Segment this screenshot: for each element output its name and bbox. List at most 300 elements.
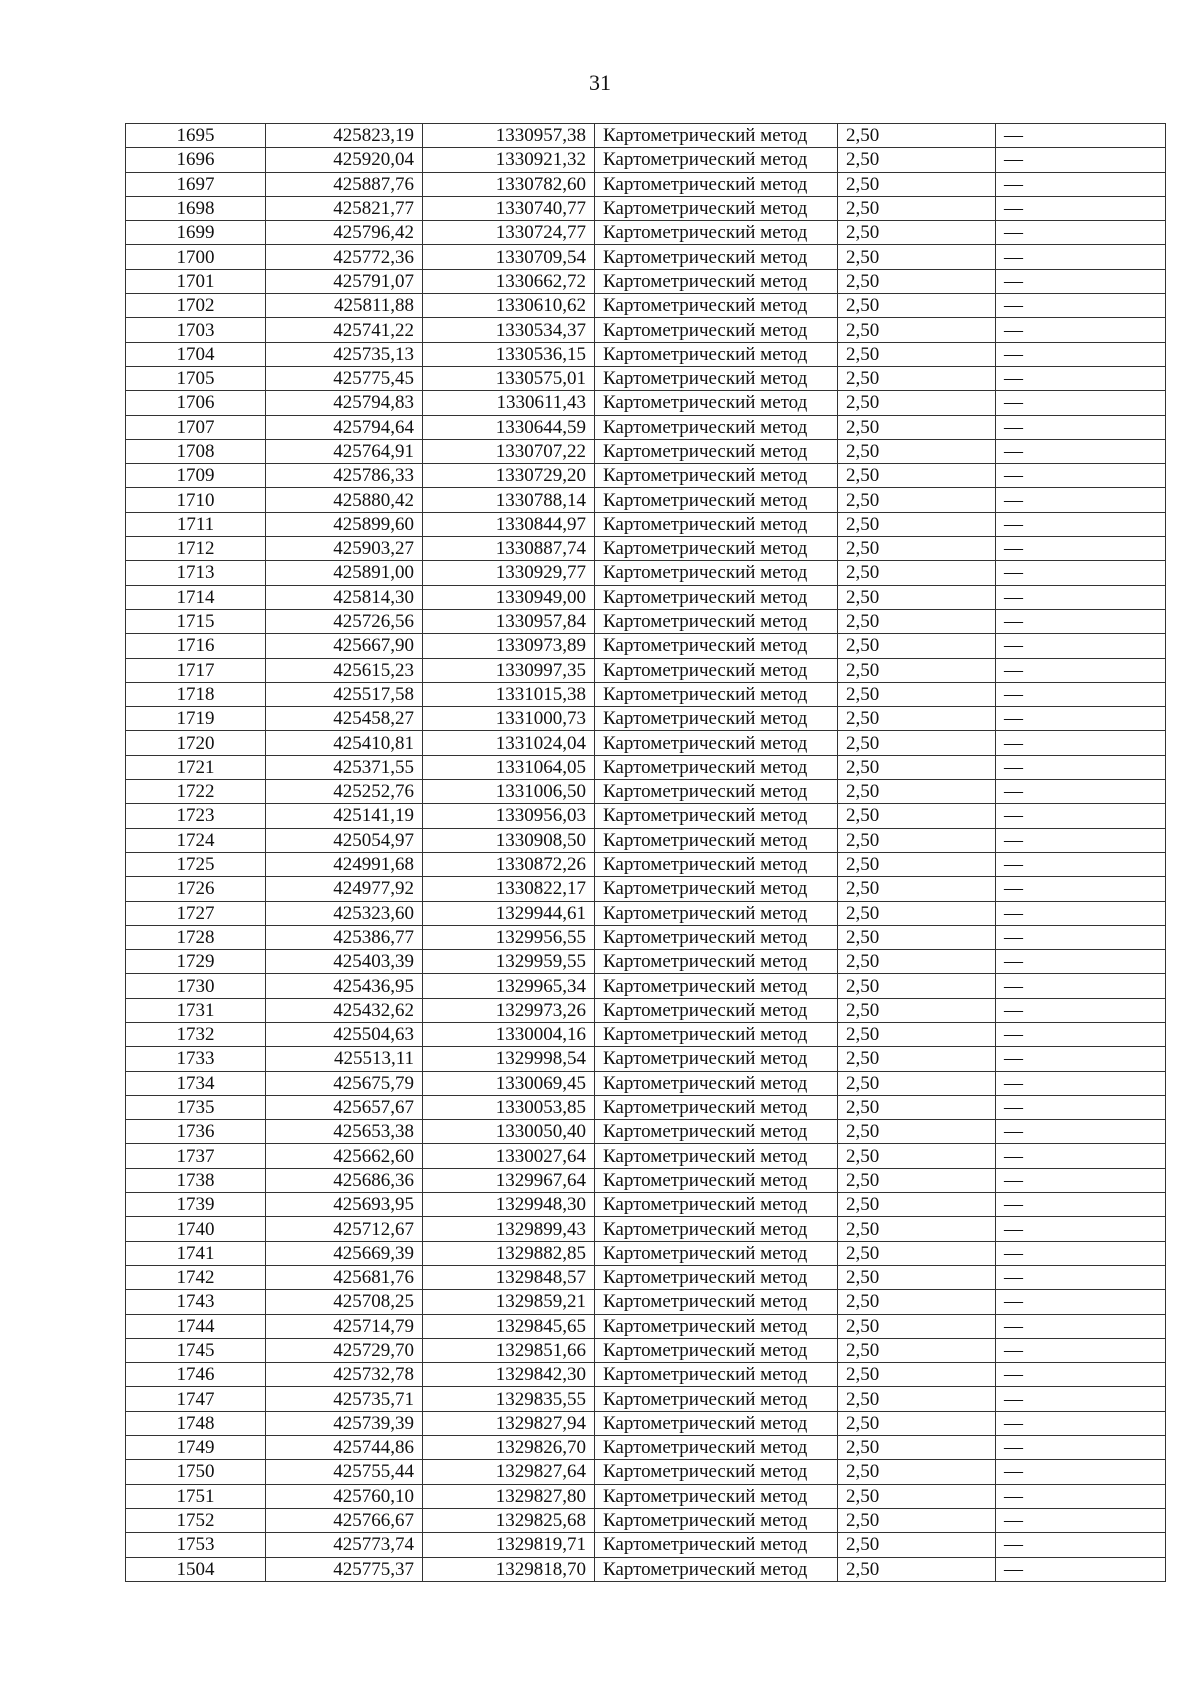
- description-cell: —: [996, 974, 1166, 998]
- x-coordinate-cell: 425741,22: [266, 318, 423, 342]
- point-number-cell: 1728: [126, 925, 266, 949]
- table-row: [126, 950, 1166, 974]
- method-cell: Картометрический метод: [595, 1436, 838, 1460]
- description-cell: —: [996, 1265, 1166, 1289]
- accuracy-cell: 2,50: [838, 585, 996, 609]
- method-cell: Картометрический метод: [595, 488, 838, 512]
- accuracy-cell: 2,50: [838, 877, 996, 901]
- accuracy-cell: 2,50: [838, 1484, 996, 1508]
- y-coordinate-cell: 1329882,85: [423, 1241, 595, 1265]
- y-coordinate-cell: 1330788,14: [423, 488, 595, 512]
- description-cell: —: [996, 1095, 1166, 1119]
- table-row: [126, 366, 1166, 390]
- x-coordinate-cell: 425814,30: [266, 585, 423, 609]
- accuracy-cell: 2,50: [838, 974, 996, 998]
- x-coordinate-cell: 425436,95: [266, 974, 423, 998]
- table-row: [126, 1484, 1166, 1508]
- accuracy-cell: 2,50: [838, 488, 996, 512]
- y-coordinate-cell: 1330740,77: [423, 196, 595, 220]
- point-number-cell: 1704: [126, 342, 266, 366]
- y-coordinate-cell: 1329818,70: [423, 1557, 595, 1581]
- x-coordinate-cell: 425764,91: [266, 439, 423, 463]
- y-coordinate-cell: 1329899,43: [423, 1217, 595, 1241]
- accuracy-cell: 2,50: [838, 1338, 996, 1362]
- accuracy-cell: 2,50: [838, 1314, 996, 1338]
- x-coordinate-cell: 425775,45: [266, 366, 423, 390]
- table-row: [126, 974, 1166, 998]
- method-cell: Картометрический метод: [595, 366, 838, 390]
- point-number-cell: 1708: [126, 439, 266, 463]
- method-cell: Картометрический метод: [595, 1314, 838, 1338]
- y-coordinate-cell: 1329842,30: [423, 1363, 595, 1387]
- y-coordinate-cell: 1329827,64: [423, 1460, 595, 1484]
- point-number-cell: 1748: [126, 1411, 266, 1435]
- x-coordinate-cell: 425744,86: [266, 1436, 423, 1460]
- x-coordinate-cell: 425823,19: [266, 124, 423, 148]
- table-row: [126, 901, 1166, 925]
- x-coordinate-cell: 425772,36: [266, 245, 423, 269]
- method-cell: Картометрический метод: [595, 1071, 838, 1095]
- point-number-cell: 1731: [126, 998, 266, 1022]
- accuracy-cell: 2,50: [838, 415, 996, 439]
- x-coordinate-cell: 425686,36: [266, 1168, 423, 1192]
- y-coordinate-cell: 1330957,38: [423, 124, 595, 148]
- table-row: [126, 294, 1166, 318]
- method-cell: Картометрический метод: [595, 294, 838, 318]
- point-number-cell: 1703: [126, 318, 266, 342]
- point-number-cell: 1734: [126, 1071, 266, 1095]
- accuracy-cell: 2,50: [838, 1071, 996, 1095]
- accuracy-cell: 2,50: [838, 1217, 996, 1241]
- description-cell: —: [996, 1217, 1166, 1241]
- x-coordinate-cell: 425657,67: [266, 1095, 423, 1119]
- point-number-cell: 1745: [126, 1338, 266, 1362]
- method-cell: Картометрический метод: [595, 828, 838, 852]
- y-coordinate-cell: 1330707,22: [423, 439, 595, 463]
- y-coordinate-cell: 1330729,20: [423, 464, 595, 488]
- y-coordinate-cell: 1330611,43: [423, 391, 595, 415]
- method-cell: Картометрический метод: [595, 1144, 838, 1168]
- table-row: [126, 196, 1166, 220]
- point-number-cell: 1735: [126, 1095, 266, 1119]
- accuracy-cell: 2,50: [838, 707, 996, 731]
- accuracy-cell: 2,50: [838, 998, 996, 1022]
- y-coordinate-cell: 1330610,62: [423, 294, 595, 318]
- accuracy-cell: 2,50: [838, 1168, 996, 1192]
- accuracy-cell: 2,50: [838, 658, 996, 682]
- description-cell: —: [996, 682, 1166, 706]
- method-cell: Картометрический метод: [595, 925, 838, 949]
- method-cell: Картометрический метод: [595, 1557, 838, 1581]
- table-row: [126, 124, 1166, 148]
- point-number-cell: 1697: [126, 172, 266, 196]
- accuracy-cell: 2,50: [838, 561, 996, 585]
- point-number-cell: 1699: [126, 221, 266, 245]
- y-coordinate-cell: 1329827,80: [423, 1484, 595, 1508]
- method-cell: Картометрический метод: [595, 1338, 838, 1362]
- accuracy-cell: 2,50: [838, 1241, 996, 1265]
- table-row: [126, 755, 1166, 779]
- table-row: [126, 925, 1166, 949]
- method-cell: Картометрический метод: [595, 1290, 838, 1314]
- description-cell: —: [996, 901, 1166, 925]
- x-coordinate-cell: 425513,11: [266, 1047, 423, 1071]
- x-coordinate-cell: 425773,74: [266, 1533, 423, 1557]
- table-row: [126, 342, 1166, 366]
- table-row: [126, 828, 1166, 852]
- method-cell: Картометрический метод: [595, 901, 838, 925]
- table-row: [126, 780, 1166, 804]
- x-coordinate-cell: 424977,92: [266, 877, 423, 901]
- y-coordinate-cell: 1330644,59: [423, 415, 595, 439]
- description-cell: —: [996, 1144, 1166, 1168]
- accuracy-cell: 2,50: [838, 1022, 996, 1046]
- y-coordinate-cell: 1330908,50: [423, 828, 595, 852]
- method-cell: Картометрический метод: [595, 245, 838, 269]
- point-number-cell: 1739: [126, 1193, 266, 1217]
- table-row: [126, 707, 1166, 731]
- description-cell: —: [996, 609, 1166, 633]
- point-number-cell: 1715: [126, 609, 266, 633]
- table-row: [126, 852, 1166, 876]
- table-row: [126, 269, 1166, 293]
- y-coordinate-cell: 1330956,03: [423, 804, 595, 828]
- table-row: [126, 1508, 1166, 1532]
- table-row: [126, 682, 1166, 706]
- table-row: [126, 1533, 1166, 1557]
- method-cell: Картометрический метод: [595, 148, 838, 172]
- accuracy-cell: 2,50: [838, 439, 996, 463]
- point-number-cell: 1722: [126, 780, 266, 804]
- description-cell: —: [996, 731, 1166, 755]
- x-coordinate-cell: 425403,39: [266, 950, 423, 974]
- point-number-cell: 1753: [126, 1533, 266, 1557]
- method-cell: Картометрический метод: [595, 1022, 838, 1046]
- method-cell: Картометрический метод: [595, 1047, 838, 1071]
- description-cell: —: [996, 561, 1166, 585]
- point-number-cell: 1737: [126, 1144, 266, 1168]
- table-row: [126, 1047, 1166, 1071]
- description-cell: —: [996, 804, 1166, 828]
- table-row: [126, 1314, 1166, 1338]
- x-coordinate-cell: 425675,79: [266, 1071, 423, 1095]
- accuracy-cell: 2,50: [838, 512, 996, 536]
- description-cell: —: [996, 585, 1166, 609]
- x-coordinate-cell: 425766,67: [266, 1508, 423, 1532]
- y-coordinate-cell: 1329826,70: [423, 1436, 595, 1460]
- method-cell: Картометрический метод: [595, 1363, 838, 1387]
- method-cell: Картометрический метод: [595, 1095, 838, 1119]
- method-cell: Картометрический метод: [595, 755, 838, 779]
- y-coordinate-cell: 1329965,34: [423, 974, 595, 998]
- y-coordinate-cell: 1330872,26: [423, 852, 595, 876]
- accuracy-cell: 2,50: [838, 1193, 996, 1217]
- description-cell: —: [996, 1557, 1166, 1581]
- description-cell: —: [996, 124, 1166, 148]
- table-row: [126, 804, 1166, 828]
- accuracy-cell: 2,50: [838, 1557, 996, 1581]
- point-number-cell: 1700: [126, 245, 266, 269]
- description-cell: —: [996, 1484, 1166, 1508]
- table-row: [126, 245, 1166, 269]
- method-cell: Картометрический метод: [595, 852, 838, 876]
- method-cell: Картометрический метод: [595, 1193, 838, 1217]
- accuracy-cell: 2,50: [838, 901, 996, 925]
- coordinates-table-body: [126, 124, 1166, 1582]
- method-cell: Картометрический метод: [595, 342, 838, 366]
- y-coordinate-cell: 1330575,01: [423, 366, 595, 390]
- page-number: 31: [589, 70, 611, 95]
- x-coordinate-cell: 425693,95: [266, 1193, 423, 1217]
- table-row: [126, 1265, 1166, 1289]
- description-cell: —: [996, 1071, 1166, 1095]
- accuracy-cell: 2,50: [838, 1095, 996, 1119]
- point-number-cell: 1720: [126, 731, 266, 755]
- method-cell: Картометрический метод: [595, 1387, 838, 1411]
- description-cell: —: [996, 1022, 1166, 1046]
- description-cell: —: [996, 1314, 1166, 1338]
- x-coordinate-cell: 425386,77: [266, 925, 423, 949]
- accuracy-cell: 2,50: [838, 221, 996, 245]
- description-cell: —: [996, 342, 1166, 366]
- x-coordinate-cell: 425653,38: [266, 1120, 423, 1144]
- point-number-cell: 1729: [126, 950, 266, 974]
- y-coordinate-cell: 1329819,71: [423, 1533, 595, 1557]
- description-cell: —: [996, 998, 1166, 1022]
- table-row: [126, 1022, 1166, 1046]
- description-cell: —: [996, 755, 1166, 779]
- accuracy-cell: 2,50: [838, 245, 996, 269]
- description-cell: —: [996, 1338, 1166, 1362]
- point-number-cell: 1726: [126, 877, 266, 901]
- method-cell: Картометрический метод: [595, 609, 838, 633]
- method-cell: Картометрический метод: [595, 682, 838, 706]
- y-coordinate-cell: 1330929,77: [423, 561, 595, 585]
- accuracy-cell: 2,50: [838, 318, 996, 342]
- x-coordinate-cell: 425775,37: [266, 1557, 423, 1581]
- accuracy-cell: 2,50: [838, 1144, 996, 1168]
- x-coordinate-cell: 425735,13: [266, 342, 423, 366]
- accuracy-cell: 2,50: [838, 294, 996, 318]
- x-coordinate-cell: 425667,90: [266, 634, 423, 658]
- x-coordinate-cell: 425794,64: [266, 415, 423, 439]
- x-coordinate-cell: 425615,23: [266, 658, 423, 682]
- y-coordinate-cell: 1331006,50: [423, 780, 595, 804]
- accuracy-cell: 2,50: [838, 852, 996, 876]
- method-cell: Картометрический метод: [595, 196, 838, 220]
- description-cell: —: [996, 415, 1166, 439]
- method-cell: Картометрический метод: [595, 1533, 838, 1557]
- table-row: [126, 1193, 1166, 1217]
- x-coordinate-cell: 425735,71: [266, 1387, 423, 1411]
- y-coordinate-cell: 1329825,68: [423, 1508, 595, 1532]
- description-cell: —: [996, 925, 1166, 949]
- x-coordinate-cell: 425821,77: [266, 196, 423, 220]
- description-cell: —: [996, 707, 1166, 731]
- method-cell: Картометрический метод: [595, 658, 838, 682]
- table-row: [126, 415, 1166, 439]
- description-cell: —: [996, 318, 1166, 342]
- accuracy-cell: 2,50: [838, 634, 996, 658]
- point-number-cell: 1709: [126, 464, 266, 488]
- x-coordinate-cell: 425920,04: [266, 148, 423, 172]
- x-coordinate-cell: 425880,42: [266, 488, 423, 512]
- y-coordinate-cell: 1329851,66: [423, 1338, 595, 1362]
- y-coordinate-cell: 1329944,61: [423, 901, 595, 925]
- point-number-cell: 1721: [126, 755, 266, 779]
- y-coordinate-cell: 1329973,26: [423, 998, 595, 1022]
- accuracy-cell: 2,50: [838, 682, 996, 706]
- table-row: [126, 172, 1166, 196]
- description-cell: —: [996, 1241, 1166, 1265]
- description-cell: —: [996, 512, 1166, 536]
- accuracy-cell: 2,50: [838, 780, 996, 804]
- x-coordinate-cell: 425794,83: [266, 391, 423, 415]
- y-coordinate-cell: 1329998,54: [423, 1047, 595, 1071]
- table-row: [126, 1338, 1166, 1362]
- table-row: [126, 1387, 1166, 1411]
- y-coordinate-cell: 1330957,84: [423, 609, 595, 633]
- accuracy-cell: 2,50: [838, 731, 996, 755]
- y-coordinate-cell: 1330027,64: [423, 1144, 595, 1168]
- method-cell: Картометрический метод: [595, 998, 838, 1022]
- description-cell: —: [996, 1363, 1166, 1387]
- y-coordinate-cell: 1329845,65: [423, 1314, 595, 1338]
- accuracy-cell: 2,50: [838, 391, 996, 415]
- description-cell: —: [996, 366, 1166, 390]
- y-coordinate-cell: 1330949,00: [423, 585, 595, 609]
- method-cell: Картометрический метод: [595, 585, 838, 609]
- y-coordinate-cell: 1331064,05: [423, 755, 595, 779]
- point-number-cell: 1750: [126, 1460, 266, 1484]
- method-cell: Картометрический метод: [595, 172, 838, 196]
- point-number-cell: 1711: [126, 512, 266, 536]
- point-number-cell: 1751: [126, 1484, 266, 1508]
- x-coordinate-cell: 425504,63: [266, 1022, 423, 1046]
- y-coordinate-cell: 1329948,30: [423, 1193, 595, 1217]
- point-number-cell: 1725: [126, 852, 266, 876]
- accuracy-cell: 2,50: [838, 950, 996, 974]
- description-cell: —: [996, 294, 1166, 318]
- description-cell: —: [996, 1290, 1166, 1314]
- accuracy-cell: 2,50: [838, 1508, 996, 1532]
- table-row: [126, 1436, 1166, 1460]
- method-cell: Картометрический метод: [595, 512, 838, 536]
- table-row: [126, 1460, 1166, 1484]
- point-number-cell: 1504: [126, 1557, 266, 1581]
- accuracy-cell: 2,50: [838, 1460, 996, 1484]
- method-cell: Картометрический метод: [595, 707, 838, 731]
- x-coordinate-cell: 425726,56: [266, 609, 423, 633]
- y-coordinate-cell: 1330782,60: [423, 172, 595, 196]
- y-coordinate-cell: 1331024,04: [423, 731, 595, 755]
- method-cell: Картометрический метод: [595, 1508, 838, 1532]
- accuracy-cell: 2,50: [838, 828, 996, 852]
- y-coordinate-cell: 1330534,37: [423, 318, 595, 342]
- method-cell: Картометрический метод: [595, 877, 838, 901]
- accuracy-cell: 2,50: [838, 269, 996, 293]
- table-row: [126, 1168, 1166, 1192]
- method-cell: Картометрический метод: [595, 318, 838, 342]
- y-coordinate-cell: 1330997,35: [423, 658, 595, 682]
- method-cell: Картометрический метод: [595, 537, 838, 561]
- y-coordinate-cell: 1330844,97: [423, 512, 595, 536]
- y-coordinate-cell: 1330709,54: [423, 245, 595, 269]
- point-number-cell: 1695: [126, 124, 266, 148]
- point-number-cell: 1749: [126, 1436, 266, 1460]
- point-number-cell: 1718: [126, 682, 266, 706]
- x-coordinate-cell: 425739,39: [266, 1411, 423, 1435]
- point-number-cell: 1710: [126, 488, 266, 512]
- table-row: [126, 1071, 1166, 1095]
- method-cell: Картометрический метод: [595, 124, 838, 148]
- accuracy-cell: 2,50: [838, 148, 996, 172]
- description-cell: —: [996, 877, 1166, 901]
- point-number-cell: 1736: [126, 1120, 266, 1144]
- point-number-cell: 1719: [126, 707, 266, 731]
- x-coordinate-cell: 425791,07: [266, 269, 423, 293]
- table-row: [126, 634, 1166, 658]
- point-number-cell: 1740: [126, 1217, 266, 1241]
- y-coordinate-cell: 1331015,38: [423, 682, 595, 706]
- x-coordinate-cell: 425760,10: [266, 1484, 423, 1508]
- accuracy-cell: 2,50: [838, 1120, 996, 1144]
- x-coordinate-cell: 425891,00: [266, 561, 423, 585]
- description-cell: —: [996, 1387, 1166, 1411]
- point-number-cell: 1717: [126, 658, 266, 682]
- method-cell: Картометрический метод: [595, 1411, 838, 1435]
- method-cell: Картометрический метод: [595, 780, 838, 804]
- description-cell: —: [996, 464, 1166, 488]
- x-coordinate-cell: 425732,78: [266, 1363, 423, 1387]
- method-cell: Картометрический метод: [595, 974, 838, 998]
- x-coordinate-cell: 425371,55: [266, 755, 423, 779]
- point-number-cell: 1747: [126, 1387, 266, 1411]
- accuracy-cell: 2,50: [838, 537, 996, 561]
- point-number-cell: 1701: [126, 269, 266, 293]
- table-row: [126, 464, 1166, 488]
- table-row: [126, 658, 1166, 682]
- x-coordinate-cell: 425714,79: [266, 1314, 423, 1338]
- point-number-cell: 1698: [126, 196, 266, 220]
- accuracy-cell: 2,50: [838, 1436, 996, 1460]
- point-number-cell: 1744: [126, 1314, 266, 1338]
- description-cell: —: [996, 780, 1166, 804]
- table-row: [126, 488, 1166, 512]
- point-number-cell: 1742: [126, 1265, 266, 1289]
- description-cell: —: [996, 828, 1166, 852]
- method-cell: Картометрический метод: [595, 804, 838, 828]
- accuracy-cell: 2,50: [838, 342, 996, 366]
- y-coordinate-cell: 1330822,17: [423, 877, 595, 901]
- y-coordinate-cell: 1330053,85: [423, 1095, 595, 1119]
- table-row: [126, 731, 1166, 755]
- coordinates-table: [125, 123, 1166, 1582]
- method-cell: Картометрический метод: [595, 1120, 838, 1144]
- y-coordinate-cell: 1329967,64: [423, 1168, 595, 1192]
- description-cell: —: [996, 537, 1166, 561]
- description-cell: —: [996, 634, 1166, 658]
- x-coordinate-cell: 425903,27: [266, 537, 423, 561]
- table-row: [126, 1241, 1166, 1265]
- table-row: [126, 537, 1166, 561]
- x-coordinate-cell: 425796,42: [266, 221, 423, 245]
- accuracy-cell: 2,50: [838, 1533, 996, 1557]
- point-number-cell: 1716: [126, 634, 266, 658]
- x-coordinate-cell: 425054,97: [266, 828, 423, 852]
- point-number-cell: 1730: [126, 974, 266, 998]
- accuracy-cell: 2,50: [838, 755, 996, 779]
